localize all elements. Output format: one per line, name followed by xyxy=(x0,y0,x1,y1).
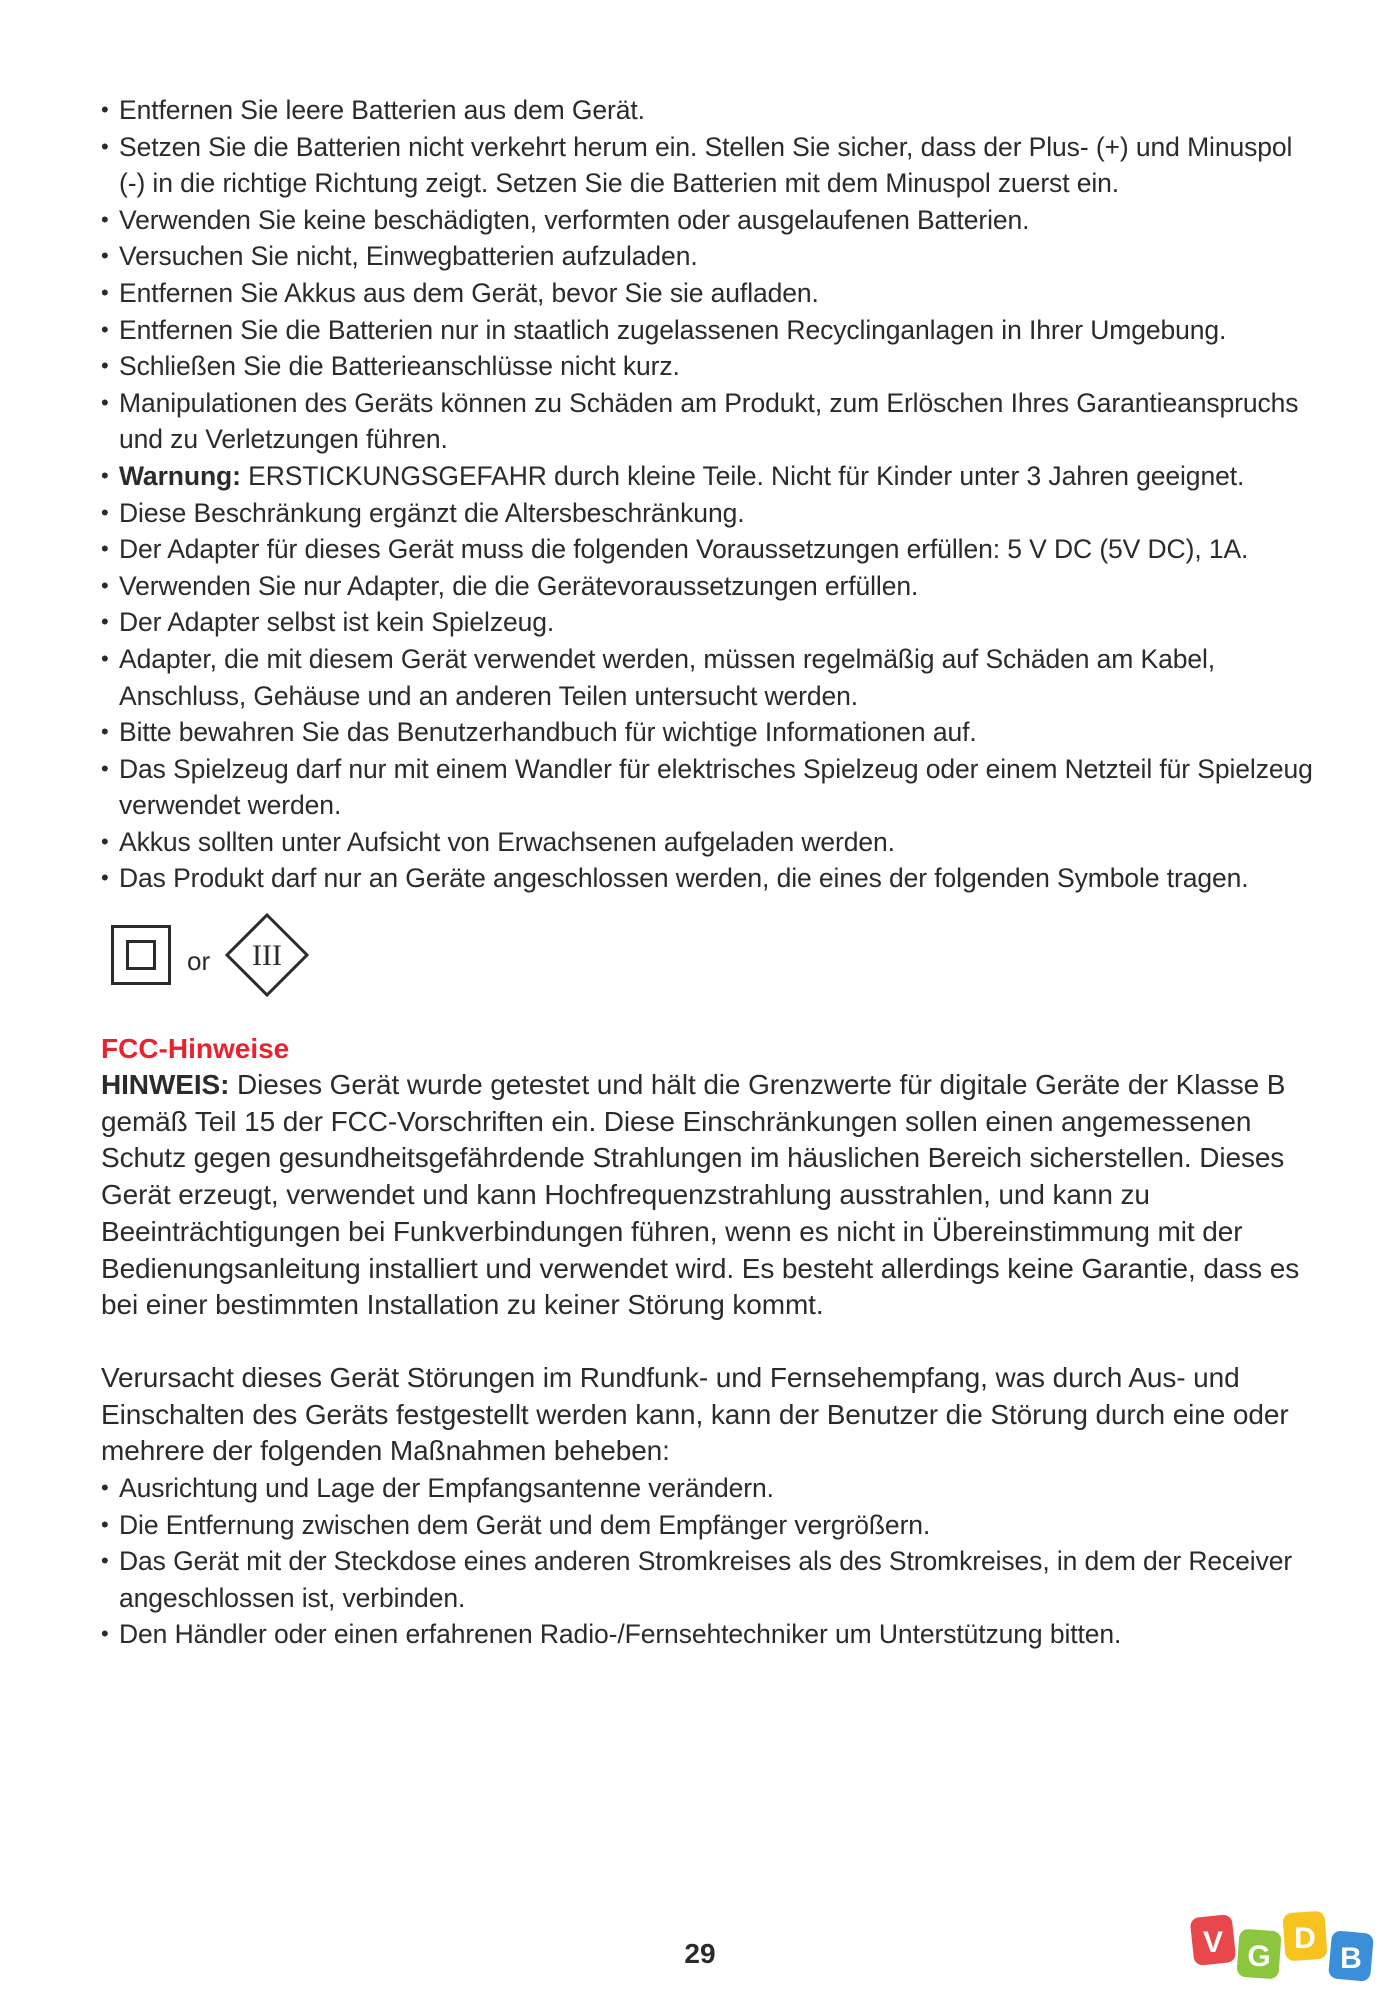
safety-instructions-list xyxy=(101,92,1321,897)
list-item: • Verwenden Sie nur Adapter, die die Gerätevoraussetzungen erfüllen. xyxy=(101,568,1321,605)
warning-label: Warnung: xyxy=(119,460,241,491)
safety-symbols xyxy=(111,905,1321,1005)
list-item: • Den Händler oder einen erfahrenen Radio-/Fernsehtechniker um Unterstützung bitten. xyxy=(101,1616,1321,1653)
list-item: • Der Adapter selbst ist kein Spielzeug. xyxy=(101,604,1321,641)
list-item: • Versuchen Sie nicht, Einwegbatterien aufzuladen. xyxy=(101,238,1321,275)
fcc-notice-paragraph: HINWEIS: Dieses Gerät wurde getestet und hält die Grenzwerte für digitale Geräte der Klasse B gemäß Teil 15 der FCC-Vorschriften ein. Diese Einschränkungen sollen einen angemessenen Schutz gegen gesundheitsgefährdende Strahlungen im häuslichen Bereich sicherstellen. Dieses Gerät erzeugt, verwendet und kann Hochfrequenzstrahlung ausstrahlen, und kann zu Beeinträchtigungen bei Funkverbindungen führen, wenn es nicht in Übereinstimmung mit der Bedienungsanleitung installiert und verwendet wird. Es besteht allerdings keine Garantie, dass es bei einer bestimmten Installation zu keiner Störung kommt. xyxy=(101,1069,1300,1321)
warning-item: • Warnung: ERSTICKUNGSGEFAHR durch kleine Teile. Nicht für Kinder unter 3 Jahren geeignet. xyxy=(101,458,1321,495)
list-item: • Das Spielzeug darf nur mit einem Wandler für elektrisches Spielzeug oder einem Netzteil für Spielzeug verwendet werden. xyxy=(101,751,1321,824)
list-item: • Der Adapter für dieses Gerät muss die folgenden Voraussetzungen erfüllen: 5 V DC (5V DC), 1A. xyxy=(101,531,1321,568)
list-item: • Setzen Sie die Batterien nicht verkehrt herum ein. Stellen Sie sicher, dass der Plus- (+) und Minuspol (-) in die richtige Richtung zeigt. Setzen Sie die Batterien mit dem Minuspol zuerst ein. xyxy=(101,129,1321,202)
list-item: • Schließen Sie die Batterieanschlüsse nicht kurz. xyxy=(101,348,1321,385)
svg-text:G: G xyxy=(1247,1940,1271,1973)
svg-text:B: B xyxy=(1340,1942,1362,1975)
list-item: • Akkus sollten unter Aufsicht von Erwachsenen aufgeladen werden. xyxy=(101,824,1321,861)
class-iii-icon xyxy=(224,912,310,998)
notice-label: HINWEIS: xyxy=(101,1069,230,1101)
svg-text:III: III xyxy=(252,939,283,973)
list-item: • Das Gerät mit der Steckdose eines anderen Stromkreises als des Stromkreises, in dem der Receiver angeschlossen ist, verbinden. xyxy=(101,1543,1321,1616)
page-number: 29 xyxy=(684,1938,716,1969)
page-content xyxy=(101,92,1321,1653)
list-item: • Die Entfernung zwischen dem Gerät und dem Empfänger vergrößern. xyxy=(101,1507,1321,1544)
double-insulation-icon xyxy=(111,925,171,985)
svg-text:D: D xyxy=(1294,1922,1316,1955)
list-item: • Diese Beschränkung ergänzt die Altersbeschränkung. xyxy=(101,495,1321,532)
list-item: • Manipulationen des Geräts können zu Schäden am Produkt, zum Erlöschen Ihres Garantieanspruchs und zu Verletzungen führen. xyxy=(101,385,1321,458)
list-item: • Adapter, die mit diesem Gerät verwendet werden, müssen regelmäßig auf Schäden am Kabel, Anschluss, Gehäuse und an anderen Teilen untersucht werden. xyxy=(101,641,1321,714)
fcc-interference-paragraph: Verursacht dieses Gerät Störungen im Rundfunk- und Fernsehempfang, was durch Aus- und Einschalten des Geräts festgestellt werden kann, kann der Benutzer die Störung durch eine oder mehrere der folgenden Maßnahmen beheben: xyxy=(101,1361,1289,1467)
list-item: • Entfernen Sie leere Batterien aus dem Gerät. xyxy=(101,92,1321,129)
svg-text:V: V xyxy=(1202,1926,1224,1959)
list-item: • Entfernen Sie Akkus aus dem Gerät, bevor Sie sie aufladen. xyxy=(101,275,1321,312)
fcc-heading: FCC-Hinweise xyxy=(101,1033,290,1065)
list-item: • Entfernen Sie die Batterien nur in staatlich zugelassenen Recyclinganlagen in Ihrer Umgebung. xyxy=(101,312,1321,349)
symbol-or-text: or xyxy=(187,945,211,976)
list-item: • Das Produkt darf nur an Geräte angeschlossen werden, die eines der folgenden Symbole tragen. xyxy=(101,860,1321,897)
list-item: • Verwenden Sie keine beschädigten, verformten oder ausgelaufenen Batterien. xyxy=(101,202,1321,239)
vgdb-logo xyxy=(1190,1908,1390,1988)
fcc-measures-list xyxy=(101,1470,1321,1653)
list-item: • Ausrichtung und Lage der Empfangsantenne verändern. xyxy=(101,1470,1321,1507)
list-item: • Bitte bewahren Sie das Benutzerhandbuch für wichtige Informationen auf. xyxy=(101,714,1321,751)
